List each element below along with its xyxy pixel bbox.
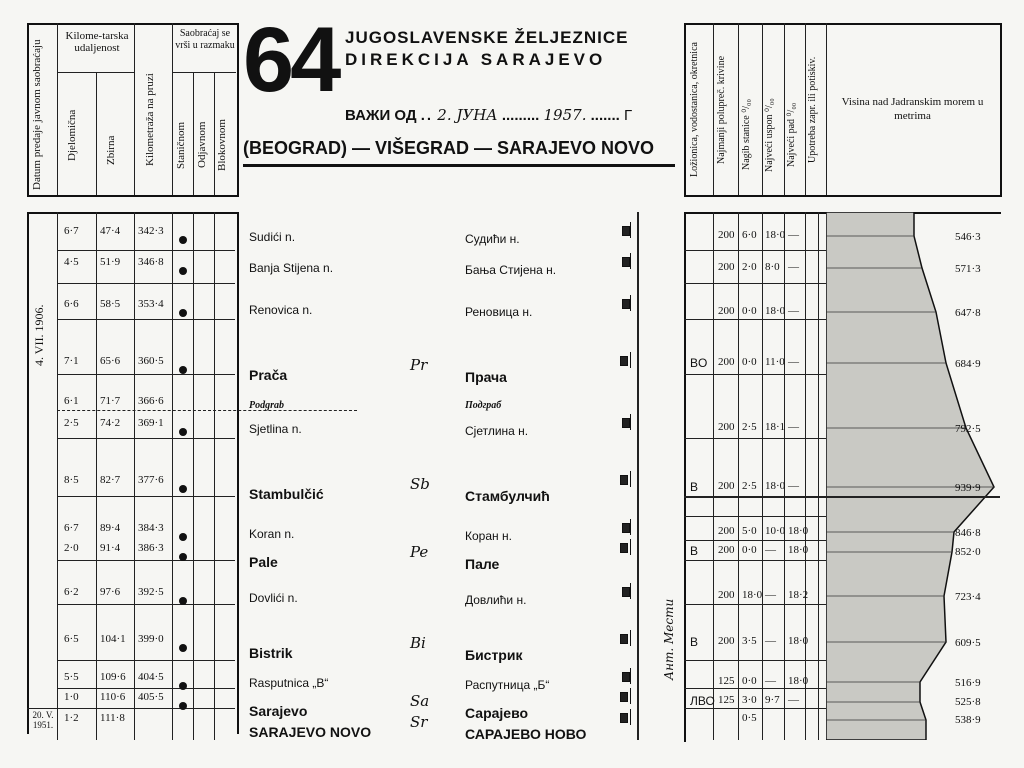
station-dot: [179, 309, 187, 317]
station-dot: [179, 428, 187, 436]
header-partial: Djelomična: [66, 109, 78, 161]
station-partial: 4·5: [64, 256, 79, 268]
profile-depot: B: [690, 635, 699, 649]
station-partial: 6·5: [64, 633, 79, 645]
station-total: 74·2: [100, 417, 121, 429]
profile-sgrade: 0·0: [742, 305, 757, 317]
row-divider: [57, 560, 235, 561]
timetable-number: 64: [243, 9, 338, 111]
station-partial: 6·2: [64, 586, 79, 598]
profile-sgrade: 0·0: [742, 675, 757, 687]
profile-thick-divider: [684, 496, 1000, 498]
profile-down: —: [788, 356, 799, 368]
altitude-value: 546·3: [955, 231, 981, 243]
row-divider: [57, 250, 235, 251]
track-signal-icon: [620, 543, 628, 553]
valid-from: ВАЖИ ОД .. 2. ЈУНА ......... 1957. ....... Г: [345, 106, 633, 124]
station-km: 404·5: [138, 671, 164, 683]
station-total: 89·4: [100, 522, 121, 534]
station-abbreviation: Pe: [410, 543, 429, 561]
station-partial: 6·1: [64, 395, 79, 407]
row-divider: [57, 283, 235, 284]
station-total: 71·7: [100, 395, 121, 407]
station-name-cyrillic: Прача: [465, 369, 507, 385]
profile-up: 8·0: [765, 261, 780, 273]
station-name-cyrillic: САРАЈЕВО НОВО: [465, 726, 587, 742]
row-divider: [57, 604, 235, 605]
station-total: 97·6: [100, 586, 121, 598]
station-partial: 6·7: [64, 225, 79, 237]
valid-year: 1957.: [543, 106, 587, 124]
track-signal-icon: [630, 471, 631, 487]
profile-down: —: [788, 694, 799, 706]
row-divider: [57, 660, 235, 661]
station-name-latin: Bistrik: [249, 645, 293, 661]
profile-depot: B: [690, 544, 699, 558]
track-signal-icon: [630, 352, 631, 368]
station-dot: [179, 597, 187, 605]
station-dot: [179, 485, 187, 493]
profile-radius: 200: [718, 589, 735, 601]
station-km: 399·0: [138, 633, 164, 645]
profile-radius: 125: [718, 694, 735, 706]
station-dot: [179, 366, 187, 374]
station-total: 111·8: [100, 712, 125, 724]
altitude-value: 684·9: [955, 358, 981, 370]
profile-down: —: [788, 305, 799, 317]
profile-radius: 200: [718, 305, 735, 317]
opening-date-2: 20. V. 1951.: [32, 710, 54, 730]
track-signal-icon: [620, 475, 628, 485]
station-km: 360·5: [138, 355, 164, 367]
profile-row-divider: [684, 374, 826, 375]
header-altitude: Visina nad Jadranskim morem u metrima: [841, 96, 984, 122]
station-total: 82·7: [100, 474, 121, 486]
track-signal-icon: [620, 713, 628, 723]
station-name-latin: Sjetlina n.: [249, 422, 302, 436]
profile-sgrade: 2·5: [742, 480, 757, 492]
header-station: Staničnom: [175, 121, 187, 169]
profile-up: 11·0: [765, 356, 785, 368]
row-divider: [57, 496, 235, 497]
station-km: 377·6: [138, 474, 164, 486]
profile-row-divider: [684, 688, 826, 689]
station-partial: 1·2: [64, 712, 79, 724]
row-divider: [57, 708, 235, 709]
header-station-grade: Nagib stanice ⁰/₀₀: [741, 99, 752, 171]
track-signal-icon: [630, 539, 631, 555]
profile-up: —: [765, 675, 776, 687]
track-signal-icon: [622, 587, 630, 597]
station-name-cyrillic: Стамбулчић: [465, 488, 550, 504]
altitude-value: 571·3: [955, 263, 981, 275]
profile-radius: 125: [718, 675, 735, 687]
station-km: 366·6: [138, 395, 164, 407]
profile-radius: 200: [718, 525, 735, 537]
station-dot: [179, 553, 187, 561]
station-name-cyrillic: Бања Стијена н.: [465, 263, 557, 277]
station-name-cyrillic: Распутница „Б“: [465, 678, 550, 692]
podgrab-dash: [57, 410, 357, 411]
track-signal-icon: [622, 299, 630, 309]
altitude-value: 723·4: [955, 591, 981, 603]
header-block: Blokovnom: [216, 119, 228, 171]
header-block-dept: Odjavnom: [196, 121, 208, 169]
valid-prefix: ВАЖИ ОД: [345, 107, 417, 124]
profile-down: 18·0: [788, 635, 809, 647]
station-km: 392·5: [138, 586, 164, 598]
altitude-value: 939·9: [955, 482, 981, 494]
altitude-value: 525·8: [955, 696, 981, 708]
header-max-up: Najveći uspon ⁰/₀₀: [764, 98, 775, 172]
track-signal-icon: [630, 630, 631, 646]
station-dot: [179, 267, 187, 275]
profile-up: 10·0: [765, 525, 786, 537]
profile-sgrade: 5·0: [742, 525, 757, 537]
profile-up: 18·0: [765, 305, 786, 317]
profile-up: —: [765, 544, 776, 556]
header-depot: Ložionica, vodostanica, okretnica: [689, 42, 700, 178]
annotation-ant-mesti: Ант. Мести: [662, 598, 676, 680]
station-dot: [179, 644, 187, 652]
profile-sgrade: 2·0: [742, 261, 757, 273]
track-signal-icon: [622, 672, 630, 682]
station-km: 342·3: [138, 225, 164, 237]
profile-down: 18·0: [788, 525, 809, 537]
track-signal-icon: [630, 295, 631, 311]
station-abbreviation: Sb: [410, 475, 430, 493]
station-total: 51·9: [100, 256, 121, 268]
route-title: (BEOGRAD) — VIŠEGRAD — SARAJEVO NOVO: [243, 138, 655, 158]
station-name-latin: SARAJEVO NOVO: [249, 724, 372, 740]
valid-suffix: Г: [624, 107, 633, 124]
track-signal-icon: [630, 414, 631, 430]
station-total: 58·5: [100, 298, 121, 310]
profile-sgrade: 2·5: [742, 421, 757, 433]
station-partial: 8·5: [64, 474, 79, 486]
header-max-down: Najveći pad ⁰/₀₀: [786, 102, 797, 168]
profile-down: —: [788, 229, 799, 241]
profile-sgrade: 3·5: [742, 635, 757, 647]
station-name-cyrillic: Бистрик: [465, 647, 523, 663]
profile-radius: 200: [718, 229, 735, 241]
profile-depot: ЛВО: [690, 694, 715, 708]
station-name-cyrillic: Реновица н.: [465, 305, 533, 319]
profile-row-divider: [684, 708, 826, 709]
directorate-name: DIREKCIJA SARAJEVO: [345, 50, 607, 69]
station-total: 91·4: [100, 542, 121, 554]
station-name-latin: Banja Stijena n.: [249, 261, 334, 275]
altitude-value: 852·0: [955, 546, 981, 558]
profile-up: 18·0: [765, 229, 786, 241]
profile-sgrade: 3·0: [742, 694, 757, 706]
opening-date-1: 4. VII. 1906.: [32, 304, 46, 366]
station-km: 386·3: [138, 542, 164, 554]
station-name-cyrillic: Сјетлина н.: [465, 424, 529, 438]
left-body-box: [27, 212, 239, 734]
profile-down: 18·0: [788, 544, 809, 556]
station-name-latin: Prača: [249, 367, 288, 383]
altitude-profile: [826, 212, 1000, 740]
station-abbreviation: Bi: [410, 634, 426, 652]
station-abbreviation: Sa: [410, 692, 430, 710]
track-signal-icon: [622, 418, 630, 428]
profile-down: 18·2: [788, 589, 809, 601]
profile-up: 18·0: [765, 480, 786, 492]
profile-up: 18·1: [765, 421, 786, 433]
row-divider: [57, 319, 235, 320]
profile-down: —: [788, 421, 799, 433]
profile-sgrade: 0·5: [742, 712, 757, 724]
station-km: 369·1: [138, 417, 164, 429]
station-name-cyrillic: Сарајево: [465, 705, 529, 721]
profile-sgrade: 18·0: [742, 589, 763, 601]
track-signal-icon: [622, 523, 630, 533]
altitude-value: 516·9: [955, 677, 981, 689]
station-name-cyrillic: Довлићи н.: [465, 593, 527, 607]
station-dot: [179, 236, 187, 244]
station-total: 104·1: [100, 633, 126, 645]
profile-sgrade: 0·0: [742, 544, 757, 556]
altitude-value: 538·9: [955, 714, 981, 726]
station-name-latin: Dovlići n.: [249, 591, 298, 605]
station-total: 109·6: [100, 671, 126, 683]
profile-radius: 200: [718, 480, 735, 492]
altitude-value: 792·5: [955, 423, 981, 435]
profile-radius: 200: [718, 261, 735, 273]
station-name-latin: Renovica n.: [249, 303, 313, 317]
profile-down: —: [788, 480, 799, 492]
header-date-open: Datum predaje javnom saobraćaju: [31, 39, 43, 190]
station-partial: 7·1: [64, 355, 79, 367]
station-partial: 6·7: [64, 522, 79, 534]
station-name-cyrillic: Коран н.: [465, 529, 512, 543]
station-name-cyrillic: Судићи н.: [465, 232, 520, 246]
track-signal-icon: [630, 519, 631, 535]
station-partial: 6·6: [64, 298, 79, 310]
profile-up: —: [765, 589, 776, 601]
profile-depot: B: [690, 480, 699, 494]
row-divider: [57, 688, 235, 689]
profile-radius: 200: [718, 356, 735, 368]
station-abbreviation: Pr: [410, 356, 428, 374]
profile-row-divider: [684, 540, 826, 541]
station-partial: 5·5: [64, 671, 79, 683]
station-km: 346·8: [138, 256, 164, 268]
track-signal-icon: [620, 356, 628, 366]
profile-depot: BO: [690, 356, 708, 370]
station-name-latin: Sudići n.: [249, 230, 296, 244]
profile-down: —: [788, 261, 799, 273]
profile-row-divider: [684, 438, 826, 439]
profile-row-divider: [684, 560, 826, 561]
valid-day: 2. ЈУНА: [437, 106, 498, 124]
station-km: 353·4: [138, 298, 164, 310]
profile-radius: 200: [718, 635, 735, 647]
track-signal-icon: [630, 709, 631, 725]
row-divider: [57, 438, 235, 439]
row-divider: [57, 374, 235, 375]
profile-row-divider: [684, 660, 826, 661]
profile-row-divider: [684, 604, 826, 605]
station-name-latin: Stambulčić: [249, 486, 324, 502]
station-total: 65·6: [100, 355, 121, 367]
station-abbreviation: Sr: [410, 713, 428, 731]
track-signal-icon: [630, 668, 631, 684]
station-name-latin: Sarajevo: [249, 703, 308, 719]
track-signal-icon: [620, 634, 628, 644]
station-partial: 2·5: [64, 417, 79, 429]
header-km: Kilometraža na pruzi: [144, 73, 156, 167]
track-signal-icon: [630, 222, 631, 238]
station-km: 384·3: [138, 522, 164, 534]
station-name-latin: Koran n.: [249, 527, 295, 541]
station-partial: 2·0: [64, 542, 79, 554]
station-partial: 1·0: [64, 691, 79, 703]
track-signal-icon: [620, 692, 628, 702]
profile-row-divider: [684, 283, 826, 284]
track-signal-icon: [622, 257, 630, 267]
station-total: 110·6: [100, 691, 126, 703]
station-dot: [179, 702, 187, 710]
profile-down: 18·0: [788, 675, 809, 687]
station-name-cyrillic: Подграб: [465, 400, 502, 411]
station-name-cyrillic: Пале: [465, 556, 500, 572]
profile-sgrade: 6·0: [742, 229, 757, 241]
station-total: 47·4: [100, 225, 121, 237]
station-dot: [179, 533, 187, 541]
header-distance-group: Kilome-tarska udaljenost: [65, 30, 129, 54]
altitude-area: [826, 212, 994, 740]
altitude-value: 647·8: [955, 307, 981, 319]
track-signal-icon: [630, 688, 631, 704]
header-pusher: Upotreba zapr. ili potiskiv.: [807, 56, 818, 164]
track-signal-icon: [622, 226, 630, 236]
altitude-value: 846·8: [955, 527, 981, 539]
profile-up: 9·7: [765, 694, 780, 706]
profile-radius: 200: [718, 544, 735, 556]
station-km: 405·5: [138, 691, 164, 703]
profile-row-divider: [684, 250, 826, 251]
profile-radius: 200: [718, 421, 735, 433]
station-name-latin: Pale: [249, 554, 278, 570]
track-signal-icon: [630, 583, 631, 599]
profile-row-divider: [684, 516, 826, 517]
station-name-latin: Rasputnica „B“: [249, 676, 329, 690]
profile-up: —: [765, 635, 776, 647]
track-signal-icon: [630, 253, 631, 269]
railway-name: JUGOSLAVENSKE ŽELJEZNICE: [345, 28, 629, 47]
station-dot: [179, 682, 187, 690]
profile-sgrade: 0·0: [742, 356, 757, 368]
header-traffic-group: Saobraćaj se vrši u razmaku: [175, 28, 235, 51]
altitude-value: 609·5: [955, 637, 981, 649]
header-radius: Najmanji polupreč. krivine: [716, 55, 727, 165]
header-total: Zbirna: [105, 135, 117, 165]
profile-row-divider: [684, 319, 826, 320]
station-name-latin: Podgrab: [249, 400, 284, 411]
